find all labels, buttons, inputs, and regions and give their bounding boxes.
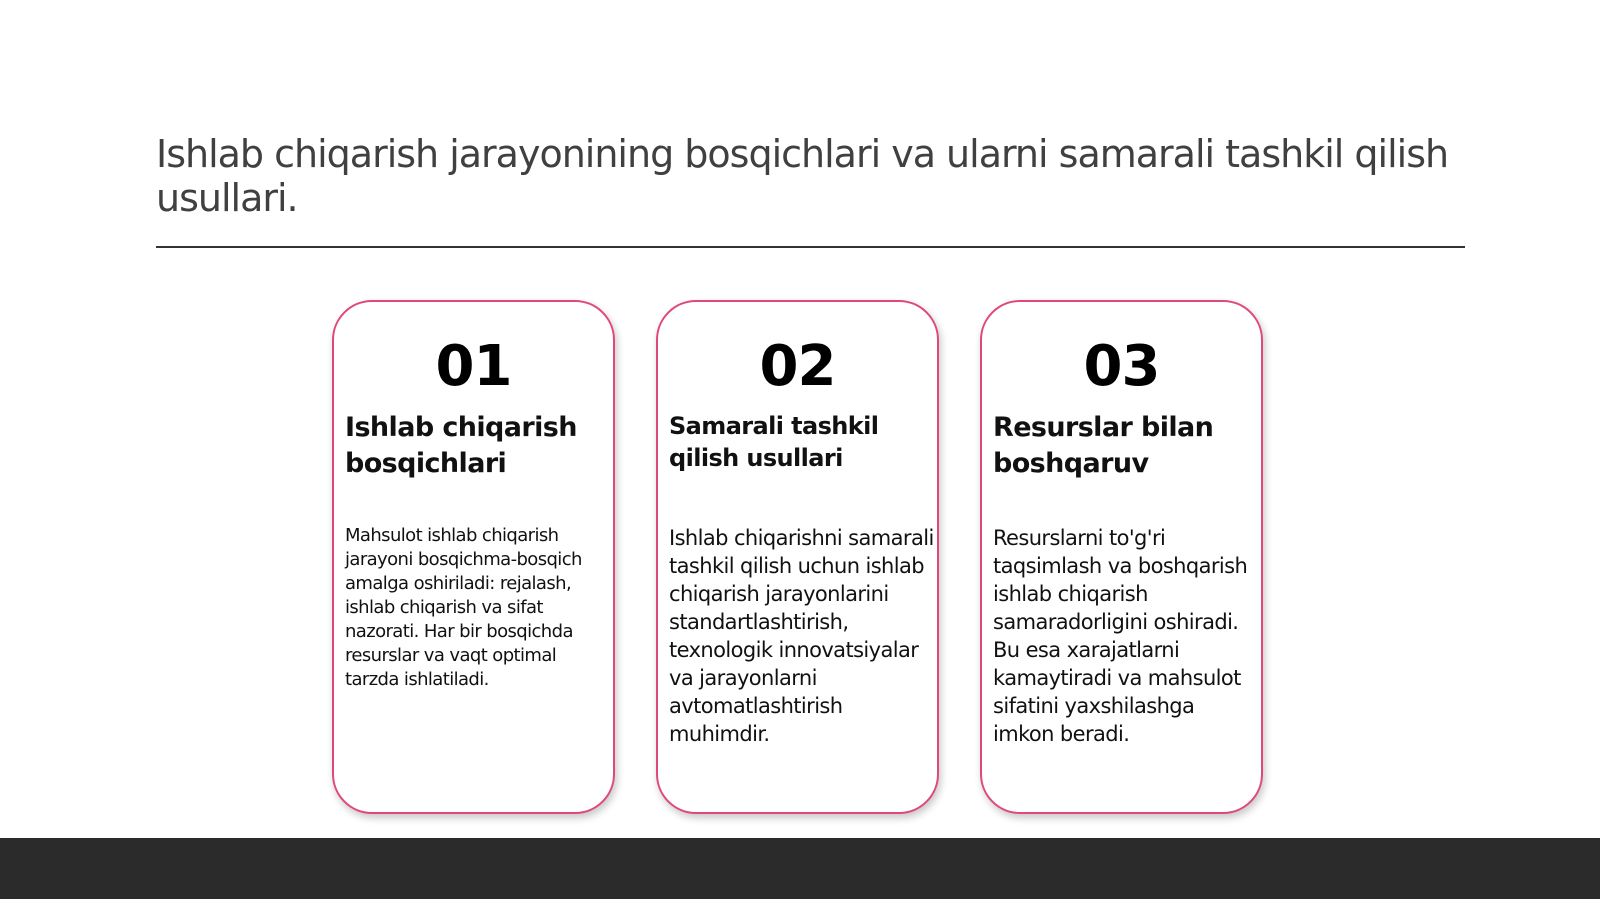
card-number: 02 bbox=[759, 334, 836, 399]
card-heading: Samarali tashkil qilish usullari bbox=[669, 412, 879, 472]
card-body: Resurslarni to'g'ri taqsimlash va boshqarish ishlab chiqarish samaradorligini oshiradi. Bu esa xarajatlarni kamaytiradi va mahsulot sifatini yaxshilashga imkon beradi. bbox=[993, 526, 1248, 746]
card-body: Mahsulot ishlab chiqarish jarayoni bosqichma-bosqich amalga oshiriladi: rejalash, ishlab chiqarish va sifat nazorati. Har bir bosqichda resurslar va vaqt optimal tarzda ishlatiladi. bbox=[345, 525, 582, 690]
card-body: Ishlab chiqarishni samarali tashkil qilish uchun ishlab chiqarish jarayonlarini standartlashtirish, texnologik innovatsiyalar va jarayonlarni avtomatlashtirish muhimdir. bbox=[669, 526, 934, 746]
card-number: 01 bbox=[435, 334, 512, 399]
card-organization-methods bbox=[656, 300, 939, 814]
card-production-stages bbox=[332, 300, 615, 814]
footer-band bbox=[0, 838, 1600, 899]
card-heading: Ishlab chiqarish bosqichlari bbox=[345, 412, 577, 479]
card-number: 03 bbox=[1083, 334, 1160, 399]
card-resource-management bbox=[980, 300, 1263, 814]
title-divider bbox=[156, 246, 1465, 248]
card-heading: Resurslar bilan boshqaruv bbox=[993, 412, 1214, 479]
slide-title: Ishlab chiqarish jarayonining bosqichlari va ularni samarali tashkil qilish usullari. bbox=[156, 132, 1449, 220]
